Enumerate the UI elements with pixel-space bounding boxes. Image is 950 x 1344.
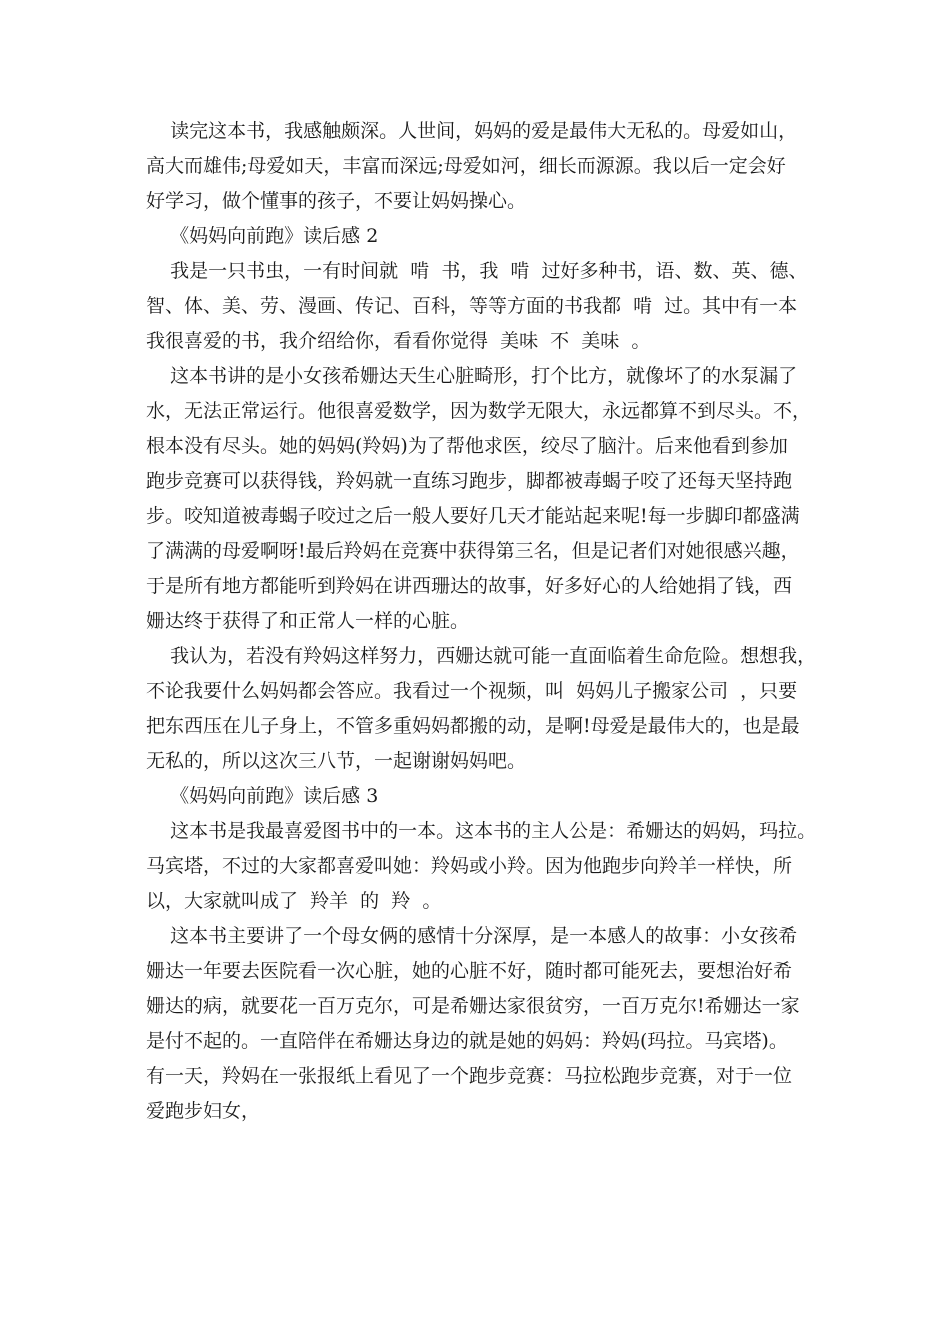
text-line: 于是所有地方都能听到羚妈在讲西珊达的故事，好多好心的人给她捐了钱，西 <box>146 575 793 597</box>
text-line: 我是一只书虫，一有时间就 啃 书，我 啃 过好多种书，语、数、英、德、 <box>146 260 808 282</box>
text-line: 是付不起的。一直陪伴在希姗达身边的就是她的妈妈：羚妈(玛拉。马宾塔)。 <box>146 1030 788 1052</box>
text-line: 这本书讲的是小女孩希姗达天生心脏畸形，打个比方，就像坏了的水泵漏了 <box>146 365 798 387</box>
document-body <box>146 114 836 1129</box>
text-line: 智、体、美、劳、漫画、传记、百科，等等方面的书我都 啃 过。其中有一本 <box>146 295 798 317</box>
text-line: 不论我要什么妈妈都会答应。我看过一个视频，叫 妈妈儿子搬家公司 ，只要 <box>146 680 798 702</box>
text-line: 根本没有尽头。她的妈妈(羚妈)为了帮他求医，绞尽了脑汁。后来他看到参加 <box>146 435 788 457</box>
text-line: 读完这本书，我感触颇深。人世间，妈妈的爱是最伟大无私的。母爱如山， <box>146 120 798 142</box>
text-line: 步。咬知道被毒蝎子咬过之后一般人要好几天才能站起来呢!每一步脚印都盛满 <box>146 505 800 527</box>
text-line: 无私的，所以这次三八节，一起谢谢妈妈吧。 <box>146 750 527 772</box>
text-line: 姗达的病，就要花一百万克尔，可是希姗达家很贫穷，一百万克尔!希姗达一家 <box>146 995 800 1017</box>
text-line: 有一天，羚妈在一张报纸上看见了一个跑步竞赛：马拉松跑步竞赛，对于一位 <box>146 1065 793 1087</box>
text-line: 我认为，若没有羚妈这样努力，西姗达就可能一直面临着生命危险。想想我， <box>146 645 817 667</box>
section-heading: 《妈妈向前跑》读后感 3 <box>146 785 379 807</box>
text-line: 爱跑步妇女， <box>146 1100 261 1122</box>
text-line: 把东西压在儿子身上，不管多重妈妈都搬的动，是啊!母爱是最伟大的，也是最 <box>146 715 800 737</box>
text-line: 跑步竞赛可以获得钱，羚妈就一直练习跑步，脚都被毒蝎子咬了还每天坚持跑 <box>146 470 793 492</box>
text-line: 了满满的母爱啊呀!最后羚妈在竞赛中获得第三名，但是记者们对她很感兴趣， <box>146 540 800 562</box>
text-line: 姗达终于获得了和正常人一样的心脏。 <box>146 610 470 632</box>
text-line: 好学习，做个懂事的孩子，不要让妈妈操心。 <box>146 190 527 212</box>
text-line: 这本书是我最喜爱图书中的一本。这本书的主人公是：希姗达的妈妈，玛拉。 <box>146 820 817 842</box>
text-line: 马宾塔，不过的大家都喜爱叫她：羚妈或小羚。因为他跑步向羚羊一样快，所 <box>146 855 793 877</box>
text-line: 高大而雄伟;母爱如天，丰富而深远;母爱如河，细长而源源。我以后一定会好 <box>146 155 786 177</box>
section-heading: 《妈妈向前跑》读后感 2 <box>146 225 379 247</box>
text-line: 姗达一年要去医院看一次心脏，她的心脏不好，随时都可能死去，要想治好希 <box>146 960 793 982</box>
text-line: 水，无法正常运行。他很喜爱数学，因为数学无限大，永远都算不到尽头。不， <box>146 400 812 422</box>
text-line: 以，大家就叫成了 羚羊 的 羚 。 <box>146 890 442 912</box>
text-line: 这本书主要讲了一个母女俩的感情十分深厚，是一本感人的故事：小女孩希 <box>146 925 798 947</box>
text-line: 我很喜爱的书，我介绍给你，看看你觉得 美味 不 美味 。 <box>146 330 651 352</box>
